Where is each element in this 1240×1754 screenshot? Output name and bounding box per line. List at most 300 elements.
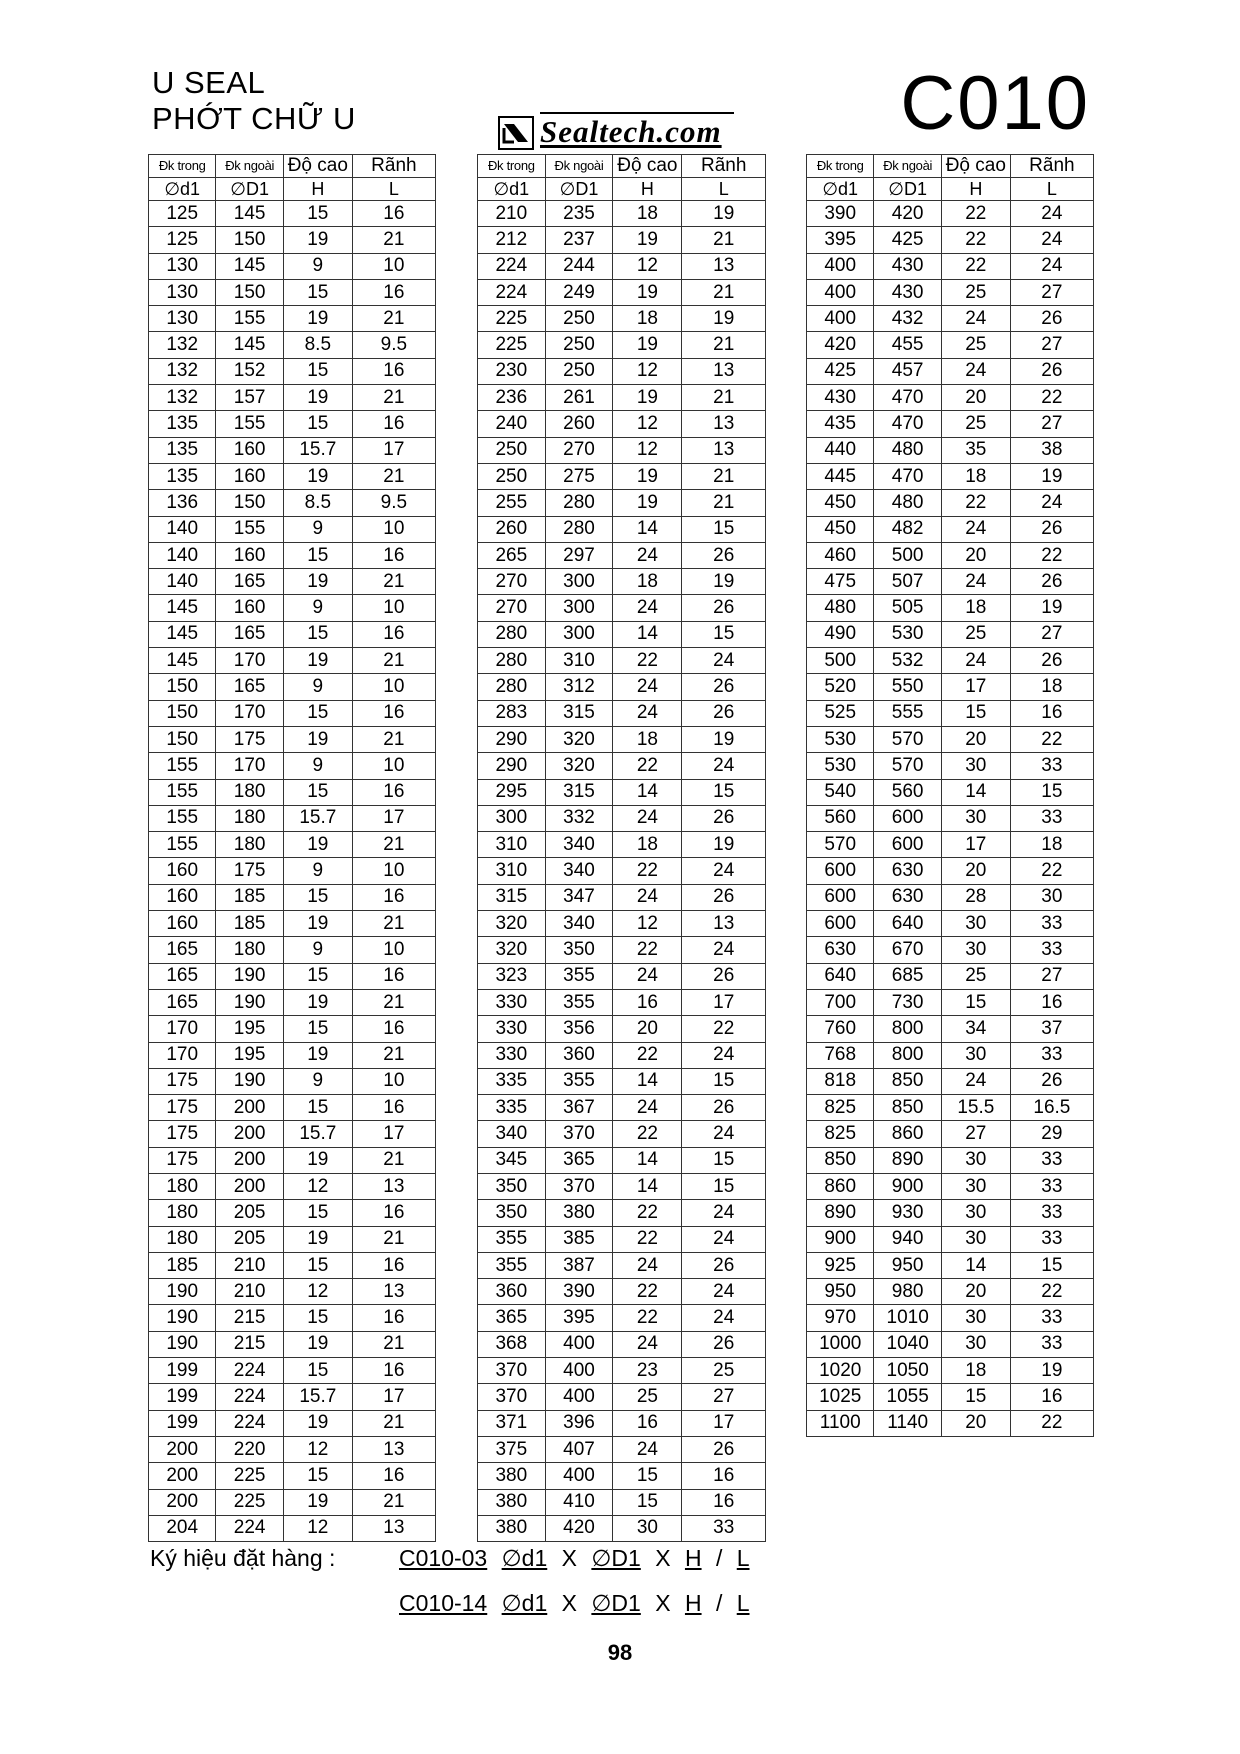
- cell-groove: 13: [682, 411, 766, 437]
- table-row: [807, 779, 1094, 805]
- table-row: [478, 1121, 766, 1147]
- table-row: [149, 463, 436, 489]
- cell-inner-diameter: 400: [807, 253, 874, 279]
- cell-inner-diameter: 140: [149, 516, 216, 542]
- cell-groove: 24: [1010, 253, 1093, 279]
- sealtech-logo: [498, 112, 738, 154]
- cell-groove: 24: [682, 648, 766, 674]
- cell-height: 8.5: [283, 490, 352, 516]
- cell-groove: 26: [1010, 358, 1093, 384]
- cell-groove: 21: [352, 569, 435, 595]
- cell-groove: 33: [1010, 1200, 1093, 1226]
- cell-height: 18: [613, 832, 682, 858]
- cell-groove: 16: [352, 1200, 435, 1226]
- table-row: [478, 1305, 766, 1331]
- cell-height: 12: [283, 1436, 352, 1462]
- col-symbol-d1: ∅d1: [478, 178, 546, 201]
- table-row: [478, 963, 766, 989]
- table-row: [478, 753, 766, 779]
- cell-height: 12: [613, 437, 682, 463]
- cell-groove: 10: [352, 858, 435, 884]
- cell-inner-diameter: 560: [807, 805, 874, 831]
- cell-outer-diameter: 190: [216, 989, 283, 1015]
- cell-inner-diameter: 450: [807, 490, 874, 516]
- cell-outer-diameter: 249: [545, 279, 613, 305]
- cell-groove: 22: [682, 1016, 766, 1042]
- cell-height: 24: [613, 963, 682, 989]
- cell-outer-diameter: 505: [874, 595, 941, 621]
- cell-outer-diameter: 420: [545, 1515, 613, 1541]
- table-row: [478, 595, 766, 621]
- cell-groove: 21: [352, 306, 435, 332]
- cell-height: 19: [613, 463, 682, 489]
- cell-inner-diameter: 825: [807, 1121, 874, 1147]
- cell-height: 20: [941, 1279, 1010, 1305]
- cell-outer-diameter: 220: [216, 1436, 283, 1462]
- cell-groove: 26: [682, 805, 766, 831]
- cell-inner-diameter: 135: [149, 463, 216, 489]
- cell-height: 22: [941, 201, 1010, 227]
- table-row: [807, 542, 1094, 568]
- cell-groove: 33: [1010, 911, 1093, 937]
- table-row: [149, 227, 436, 253]
- cell-outer-diameter: 145: [216, 332, 283, 358]
- cell-groove: 16.5: [1010, 1095, 1093, 1121]
- cell-groove: 21: [352, 832, 435, 858]
- cell-inner-diameter: 570: [807, 832, 874, 858]
- cell-outer-diameter: 185: [216, 884, 283, 910]
- cell-groove: 24: [682, 753, 766, 779]
- cell-groove: 21: [682, 385, 766, 411]
- table-row: [478, 1358, 766, 1384]
- cell-height: 20: [613, 1016, 682, 1042]
- cell-height: 15: [283, 279, 352, 305]
- cell-inner-diameter: 335: [478, 1068, 546, 1094]
- col-symbol-L: L: [1010, 178, 1093, 201]
- table-row: [478, 569, 766, 595]
- cell-inner-diameter: 224: [478, 279, 546, 305]
- cell-height: 15: [283, 1016, 352, 1042]
- cell-outer-diameter: 205: [216, 1226, 283, 1252]
- cell-outer-diameter: 300: [545, 621, 613, 647]
- cell-inner-diameter: 450: [807, 516, 874, 542]
- cell-height: 30: [941, 1305, 1010, 1331]
- cell-outer-diameter: 570: [874, 753, 941, 779]
- cell-height: 15: [283, 884, 352, 910]
- cell-outer-diameter: 300: [545, 569, 613, 595]
- cell-inner-diameter: 368: [478, 1331, 546, 1357]
- order-times: X: [561, 1590, 577, 1616]
- table-row: [807, 1068, 1094, 1094]
- cell-inner-diameter: 212: [478, 227, 546, 253]
- table-row: [149, 726, 436, 752]
- title-vietnamese: PHỚT CHỮ U: [152, 101, 356, 136]
- cell-outer-diameter: 320: [545, 753, 613, 779]
- cell-inner-diameter: 199: [149, 1384, 216, 1410]
- cell-groove: 15: [682, 516, 766, 542]
- cell-inner-diameter: 130: [149, 306, 216, 332]
- table-row: [478, 1173, 766, 1199]
- cell-height: 9: [283, 595, 352, 621]
- table-row: [149, 569, 436, 595]
- table-row: [149, 700, 436, 726]
- table-row: [478, 201, 766, 227]
- cell-outer-diameter: 200: [216, 1095, 283, 1121]
- cell-outer-diameter: 560: [874, 779, 941, 805]
- table-row: [478, 805, 766, 831]
- cell-height: 30: [941, 1173, 1010, 1199]
- cell-outer-diameter: 410: [545, 1489, 613, 1515]
- cell-height: 15: [613, 1489, 682, 1515]
- col-header-outer-diameter: Đk ngoài: [216, 155, 283, 178]
- cell-groove: 21: [682, 463, 766, 489]
- cell-outer-diameter: 387: [545, 1252, 613, 1278]
- cell-height: 9: [283, 516, 352, 542]
- cell-outer-diameter: 160: [216, 542, 283, 568]
- cell-outer-diameter: 155: [216, 411, 283, 437]
- table-row: [478, 227, 766, 253]
- cell-inner-diameter: 175: [149, 1095, 216, 1121]
- cell-height: 24: [613, 595, 682, 621]
- cell-inner-diameter: 170: [149, 1042, 216, 1068]
- table-row: [807, 1331, 1094, 1357]
- cell-height: 20: [941, 726, 1010, 752]
- table-row: [149, 279, 436, 305]
- table-row: [807, 648, 1094, 674]
- cell-outer-diameter: 175: [216, 858, 283, 884]
- table-row: [478, 621, 766, 647]
- cell-inner-diameter: 950: [807, 1279, 874, 1305]
- cell-height: 19: [283, 832, 352, 858]
- col-symbol-H: H: [283, 178, 352, 201]
- cell-outer-diameter: 400: [545, 1331, 613, 1357]
- cell-outer-diameter: 400: [545, 1463, 613, 1489]
- cell-height: 18: [941, 463, 1010, 489]
- table-row: [478, 884, 766, 910]
- cell-inner-diameter: 1000: [807, 1331, 874, 1357]
- page-number: 98: [607, 1640, 633, 1665]
- cell-groove: 21: [352, 1226, 435, 1252]
- cell-inner-diameter: 400: [807, 306, 874, 332]
- col-symbol-L: L: [352, 178, 435, 201]
- cell-inner-diameter: 225: [478, 306, 546, 332]
- cell-height: 24: [941, 516, 1010, 542]
- table-row: [149, 516, 436, 542]
- cell-outer-diameter: 600: [874, 805, 941, 831]
- cell-inner-diameter: 180: [149, 1173, 216, 1199]
- cell-height: 12: [613, 358, 682, 384]
- order-slash: /: [715, 1590, 723, 1616]
- table-row: [478, 1147, 766, 1173]
- cell-height: 22: [941, 490, 1010, 516]
- cell-groove: 26: [682, 1095, 766, 1121]
- table-row: [149, 1515, 436, 1541]
- table-row: [478, 1489, 766, 1515]
- cell-groove: 24: [682, 937, 766, 963]
- cell-inner-diameter: 850: [807, 1147, 874, 1173]
- cell-groove: 15: [682, 1147, 766, 1173]
- cell-groove: 21: [682, 332, 766, 358]
- cell-groove: 22: [1010, 385, 1093, 411]
- cell-groove: 10: [352, 1068, 435, 1094]
- cell-outer-diameter: 165: [216, 569, 283, 595]
- cell-inner-diameter: 190: [149, 1305, 216, 1331]
- cell-outer-diameter: 356: [545, 1016, 613, 1042]
- cell-groove: 17: [352, 1384, 435, 1410]
- table-row: [478, 1200, 766, 1226]
- cell-outer-diameter: 470: [874, 411, 941, 437]
- col-symbol-D1: ∅D1: [545, 178, 613, 201]
- cell-height: 25: [941, 963, 1010, 989]
- cell-groove: 30: [1010, 884, 1093, 910]
- cell-height: 15: [283, 1095, 352, 1121]
- table-row: [149, 805, 436, 831]
- cell-height: 12: [283, 1173, 352, 1199]
- cell-inner-diameter: 900: [807, 1226, 874, 1252]
- cell-outer-diameter: 430: [874, 253, 941, 279]
- cell-groove: 26: [1010, 306, 1093, 332]
- cell-height: 22: [941, 227, 1010, 253]
- cell-outer-diameter: 480: [874, 490, 941, 516]
- cell-height: 9: [283, 937, 352, 963]
- cell-outer-diameter: 500: [874, 542, 941, 568]
- cell-inner-diameter: 132: [149, 358, 216, 384]
- cell-outer-diameter: 850: [874, 1095, 941, 1121]
- cell-outer-diameter: 185: [216, 911, 283, 937]
- cell-groove: 27: [1010, 621, 1093, 647]
- cell-groove: 10: [352, 253, 435, 279]
- cell-groove: 24: [682, 1279, 766, 1305]
- table-row: [807, 1173, 1094, 1199]
- cell-outer-diameter: 250: [545, 358, 613, 384]
- cell-outer-diameter: 250: [545, 332, 613, 358]
- cell-groove: 13: [352, 1173, 435, 1199]
- cell-outer-diameter: 237: [545, 227, 613, 253]
- cell-outer-diameter: 400: [545, 1384, 613, 1410]
- table-row: [478, 1016, 766, 1042]
- cell-height: 18: [941, 1358, 1010, 1384]
- cell-height: 15.7: [283, 1121, 352, 1147]
- table-row: [149, 779, 436, 805]
- table-row: [807, 753, 1094, 779]
- table-row: [478, 306, 766, 332]
- cell-height: 27: [941, 1121, 1010, 1147]
- cell-inner-diameter: 340: [478, 1121, 546, 1147]
- cell-height: 17: [941, 674, 1010, 700]
- table-row: [149, 1331, 436, 1357]
- cell-groove: 16: [682, 1489, 766, 1515]
- cell-inner-diameter: 132: [149, 385, 216, 411]
- table-row: [807, 201, 1094, 227]
- table-row: [149, 937, 436, 963]
- table-row: [478, 648, 766, 674]
- order-inner-diameter: ∅d1: [501, 1545, 548, 1571]
- cell-height: 19: [283, 1226, 352, 1252]
- cell-inner-diameter: 250: [478, 437, 546, 463]
- cell-groove: 27: [1010, 279, 1093, 305]
- table-row: [478, 332, 766, 358]
- cell-outer-diameter: 200: [216, 1121, 283, 1147]
- cell-groove: 15: [682, 621, 766, 647]
- cell-outer-diameter: 340: [545, 911, 613, 937]
- cell-outer-diameter: 640: [874, 911, 941, 937]
- cell-outer-diameter: 215: [216, 1305, 283, 1331]
- cell-groove: 18: [1010, 674, 1093, 700]
- table-row: [478, 279, 766, 305]
- cell-inner-diameter: 165: [149, 937, 216, 963]
- cell-outer-diameter: 930: [874, 1200, 941, 1226]
- cell-groove: 24: [682, 1121, 766, 1147]
- cell-height: 30: [941, 1200, 1010, 1226]
- col-header-outer-diameter: Đk ngoài: [545, 155, 613, 178]
- cell-height: 24: [613, 1331, 682, 1357]
- table-row: [807, 726, 1094, 752]
- cell-outer-diameter: 170: [216, 700, 283, 726]
- cell-outer-diameter: 340: [545, 858, 613, 884]
- cell-groove: 33: [1010, 1331, 1093, 1357]
- cell-height: 22: [613, 1305, 682, 1331]
- table-row: [807, 1305, 1094, 1331]
- cell-inner-diameter: 265: [478, 542, 546, 568]
- cell-outer-diameter: 420: [874, 201, 941, 227]
- table-row: [149, 832, 436, 858]
- cell-inner-diameter: 150: [149, 674, 216, 700]
- cell-height: 25: [941, 279, 1010, 305]
- cell-groove: 16: [352, 1358, 435, 1384]
- cell-height: 18: [613, 201, 682, 227]
- cell-height: 14: [941, 779, 1010, 805]
- col-header-height: Độ cao: [283, 155, 352, 178]
- cell-height: 15.7: [283, 805, 352, 831]
- cell-groove: 16: [352, 1016, 435, 1042]
- cell-height: 14: [613, 621, 682, 647]
- cell-outer-diameter: 224: [216, 1384, 283, 1410]
- cell-groove: 38: [1010, 437, 1093, 463]
- table-row: [807, 1226, 1094, 1252]
- cell-outer-diameter: 280: [545, 490, 613, 516]
- cell-inner-diameter: 540: [807, 779, 874, 805]
- cell-inner-diameter: 380: [478, 1463, 546, 1489]
- cell-outer-diameter: 145: [216, 201, 283, 227]
- cell-groove: 25: [682, 1358, 766, 1384]
- cell-height: 19: [613, 490, 682, 516]
- cell-height: 9: [283, 753, 352, 779]
- cell-inner-diameter: 145: [149, 648, 216, 674]
- cell-height: 25: [941, 411, 1010, 437]
- table-row: [807, 858, 1094, 884]
- col-header-inner-diameter: Đk trong: [149, 155, 216, 178]
- table-row: [149, 1042, 436, 1068]
- cell-groove: 16: [352, 1305, 435, 1331]
- cell-groove: 21: [352, 726, 435, 752]
- cell-height: 15: [283, 963, 352, 989]
- cell-inner-diameter: 175: [149, 1121, 216, 1147]
- cell-height: 18: [613, 726, 682, 752]
- cell-outer-diameter: 1050: [874, 1358, 941, 1384]
- cell-groove: 10: [352, 937, 435, 963]
- cell-groove: 16: [1010, 1384, 1093, 1410]
- cell-inner-diameter: 260: [478, 516, 546, 542]
- cell-outer-diameter: 630: [874, 858, 941, 884]
- table-row: [149, 674, 436, 700]
- table-row: [807, 674, 1094, 700]
- cell-inner-diameter: 320: [478, 937, 546, 963]
- cell-groove: 9.5: [352, 490, 435, 516]
- cell-inner-diameter: 160: [149, 911, 216, 937]
- table-row: [807, 463, 1094, 489]
- cell-height: 19: [613, 227, 682, 253]
- cell-inner-diameter: 365: [478, 1305, 546, 1331]
- table-row: [478, 1463, 766, 1489]
- cell-inner-diameter: 224: [478, 253, 546, 279]
- order-code: C010-03: [399, 1545, 488, 1571]
- cell-outer-diameter: 1040: [874, 1331, 941, 1357]
- cell-groove: 26: [682, 884, 766, 910]
- cell-height: 17: [941, 832, 1010, 858]
- col-symbol-d1: ∅d1: [807, 178, 874, 201]
- cell-inner-diameter: 480: [807, 595, 874, 621]
- table-row: [149, 411, 436, 437]
- cell-height: 19: [283, 1147, 352, 1173]
- cell-height: 24: [613, 1436, 682, 1462]
- table-row: [478, 1279, 766, 1305]
- cell-groove: 24: [1010, 227, 1093, 253]
- table-row: [807, 805, 1094, 831]
- cell-outer-diameter: 407: [545, 1436, 613, 1462]
- cell-height: 15: [613, 1463, 682, 1489]
- cell-height: 15: [283, 358, 352, 384]
- cell-height: 14: [613, 779, 682, 805]
- cell-inner-diameter: 200: [149, 1436, 216, 1462]
- sealtech-logo-icon: [498, 116, 534, 150]
- cell-inner-diameter: 280: [478, 648, 546, 674]
- cell-inner-diameter: 125: [149, 201, 216, 227]
- cell-inner-diameter: 240: [478, 411, 546, 437]
- cell-inner-diameter: 165: [149, 963, 216, 989]
- table-row: [478, 989, 766, 1015]
- cell-outer-diameter: 900: [874, 1173, 941, 1199]
- cell-outer-diameter: 160: [216, 463, 283, 489]
- cell-groove: 19: [682, 201, 766, 227]
- cell-outer-diameter: 200: [216, 1173, 283, 1199]
- cell-groove: 17: [682, 989, 766, 1015]
- cell-inner-diameter: 440: [807, 437, 874, 463]
- table-row: [807, 1279, 1094, 1305]
- cell-inner-diameter: 300: [478, 805, 546, 831]
- cell-groove: 33: [1010, 1226, 1093, 1252]
- cell-groove: 15: [682, 779, 766, 805]
- cell-groove: 26: [682, 542, 766, 568]
- table-row: [478, 542, 766, 568]
- cell-outer-diameter: 165: [216, 674, 283, 700]
- cell-inner-diameter: 330: [478, 989, 546, 1015]
- cell-groove: 16: [1010, 989, 1093, 1015]
- cell-inner-diameter: 125: [149, 227, 216, 253]
- cell-groove: 21: [682, 227, 766, 253]
- table-row: [478, 726, 766, 752]
- sealtech-logo-text: Sealtech.com: [540, 114, 722, 149]
- cell-height: 30: [941, 805, 1010, 831]
- cell-outer-diameter: 550: [874, 674, 941, 700]
- col-symbol-D1: ∅D1: [216, 178, 283, 201]
- table-row: [149, 1279, 436, 1305]
- table-row: [149, 332, 436, 358]
- table-row: [807, 358, 1094, 384]
- cell-groove: 19: [682, 726, 766, 752]
- col-symbol-H: H: [941, 178, 1010, 201]
- cell-groove: 15: [1010, 1252, 1093, 1278]
- cell-groove: 10: [352, 753, 435, 779]
